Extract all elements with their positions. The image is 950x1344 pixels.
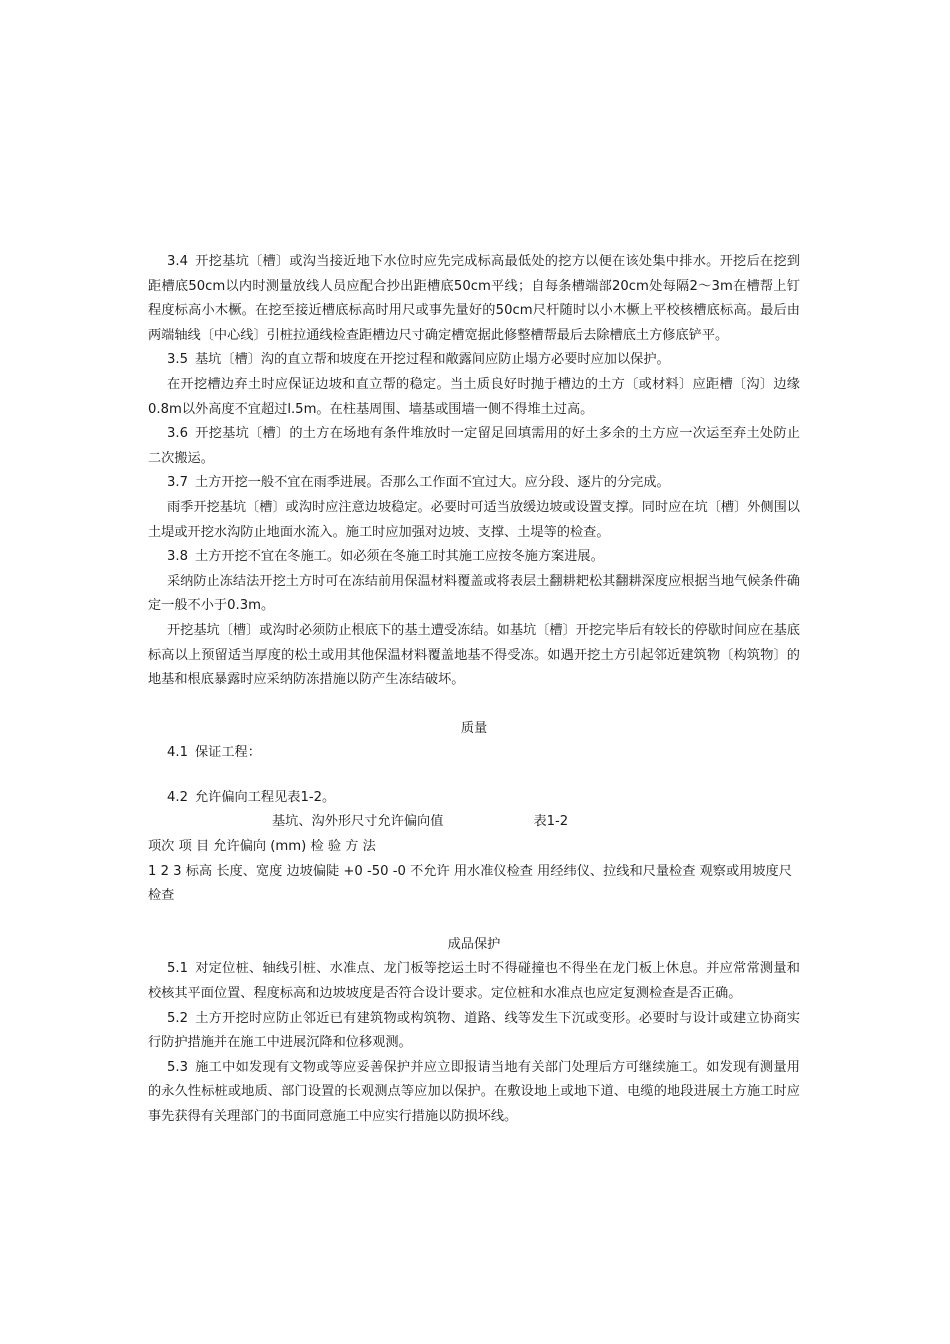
clause-text: 施工中如发现有文物或等应妥善保护并应立即报请当地有关部门处理后方可继续施工。如发现有测量用的永久性标桩或地质、部门设置的长观测点等应加以保护。在敷设地上或地下道、电缆的地段进展土方施工时应事先获得有关理部门的书面同意施工中应实行措施以防损坏线。 <box>148 1059 800 1124</box>
paragraph-3-8-detail-b: 开挖基坑〔槽〕或沟时必须防止根底下的基土遭受冻结。如基坑〔槽〕开挖完毕后有较长的停歇时间应在基底标高以上预留适当厚度的松土或用其他保温材料覆盖地基不得受冻。如遇开挖土方引起邻近建筑物〔构筑物〕的地基和根底暴露时应采纳防冻措施以防产生冻结破坏。 <box>148 622 800 688</box>
paragraph-3-5 <box>148 348 800 373</box>
paragraph-4-1 <box>148 741 800 766</box>
clause-text: 保证工程： <box>194 745 261 761</box>
clause-number: 5.3 <box>167 1059 188 1075</box>
clause-text: 对定位桩、轴线引桩、水准点、龙门板等挖运土时不得碰撞也不得坐在龙门板上休息。并应常常测量和校核其平面位置、程度标高和边坡坡度是否符合设计要求。定位桩和水准点也应定复测检查是否正确。 <box>148 961 800 1002</box>
clause-text: 开挖基坑〔槽〕或沟当接近地下水位时应先完成标高最低处的挖方以便在该处集中排水。开挖后在挖到距槽底50cm以内时测量放线人员应配合抄出距槽底50cm平线；自每条槽端部20cm处每隔2～3m在槽帮上钉程度标高小木橛。在挖至接近槽底标高时用尺或事先量好的50cm尺杆随时以小木橛上平校核槽底标高。最后由两端轴线〔中心线〕引桩拉通线检查距槽边尺寸确定槽宽据此修整槽帮最后去除槽底土方修底铲平。 <box>148 254 800 343</box>
table-caption <box>148 810 800 835</box>
section-title-quality: 质量 <box>460 720 488 736</box>
spacer <box>148 909 800 933</box>
clause-number: 4.2 <box>167 789 188 805</box>
clause-number: 4.1 <box>167 745 188 761</box>
document-body <box>148 250 800 1130</box>
clause-text: 土方开挖一般不宜在雨季进展。否那么工作面不宜过大。应分段、逐片的分完成。 <box>194 475 670 491</box>
clause-number: 3.8 <box>167 549 188 565</box>
table-caption-title: 基坑、沟外形尺寸允许偏向值 <box>272 814 444 830</box>
paragraph-3-7-detail: 雨季开挖基坑〔槽〕或沟时应注意边坡稳定。必要时可适当放缓边坡或设置支撑。同时应在坑〔槽〕外侧围以土堤或开挖水沟防止地面水流入。施工时应加强对边坡、支撑、土堤等的检查。 <box>148 499 800 540</box>
paragraph-3-8 <box>148 545 800 570</box>
paragraph-3-6 <box>148 422 800 471</box>
clause-text: 土方开挖不宜在冬施工。如必须在冬施工时其施工应按冬施方案进展。 <box>194 549 604 565</box>
clause-number: 3.6 <box>167 426 188 442</box>
paragraph-3-7 <box>148 471 800 496</box>
paragraph-5-1 <box>148 957 800 1006</box>
paragraph-3-4 <box>148 250 800 348</box>
clause-number: 5.2 <box>167 1010 188 1026</box>
table-row-line: 1 2 3 标高 长度、宽度 边坡偏陡 +0 -50 -0 不允许 用水准仪检查 用经纬仪、拉线和尺量检查 观察或用坡度尺检查 <box>148 863 792 904</box>
clause-text: 基坑〔槽〕沟的直立帮和坡度在开挖过程和敞露间应防止塌方必要时应加以保护。 <box>194 352 670 368</box>
clause-text: 开挖基坑〔槽〕的土方在场地有条件堆放时一定留足回填需用的好土多余的土方应一次运至弃土处防止二次搬运。 <box>148 426 800 466</box>
paragraph-4-2 <box>148 786 800 811</box>
section-title-protection: 成品保护 <box>447 936 501 952</box>
clause-number: 3.7 <box>167 475 188 491</box>
paragraph-3-8-detail-a: 采纳防止冻结法开挖土方时可在冻结前用保温材料覆盖或将表层土翻耕耙松其翻耕深度应根据当地气候条件确定一般不小于0.3m。 <box>148 573 800 614</box>
clause-text: 允许偏向工程见表1-2。 <box>194 789 336 805</box>
paragraph-5-2 <box>148 1007 800 1056</box>
clause-text: 土方开挖时应防止邻近已有建筑物或构筑物、道路、线等发生下沉或变形。必要时与设计或建立协商实行防护措施并在施工中进展沉降和位移观测。 <box>148 1010 800 1051</box>
clause-number: 5.1 <box>167 961 188 977</box>
paragraph-3-5-detail: 在开挖槽边弃土时应保证边坡和直立帮的稳定。当土质良好时抛于槽边的土方〔或材料〕应距槽〔沟〕边缘0.8m以外高度不宜超过l.5m。在柱基周围、墙基或围墙一侧不得堆土过高。 <box>148 376 800 417</box>
spacer <box>148 766 800 786</box>
spacer <box>148 693 800 717</box>
table-number: 表1-2 <box>533 814 569 830</box>
paragraph-5-3 <box>148 1056 800 1130</box>
table-header-line: 项次 项 目 允许偏向 (mm) 检 验 方 法 <box>148 839 376 855</box>
clause-number: 3.5 <box>167 352 188 368</box>
clause-number: 3.4 <box>167 254 188 269</box>
